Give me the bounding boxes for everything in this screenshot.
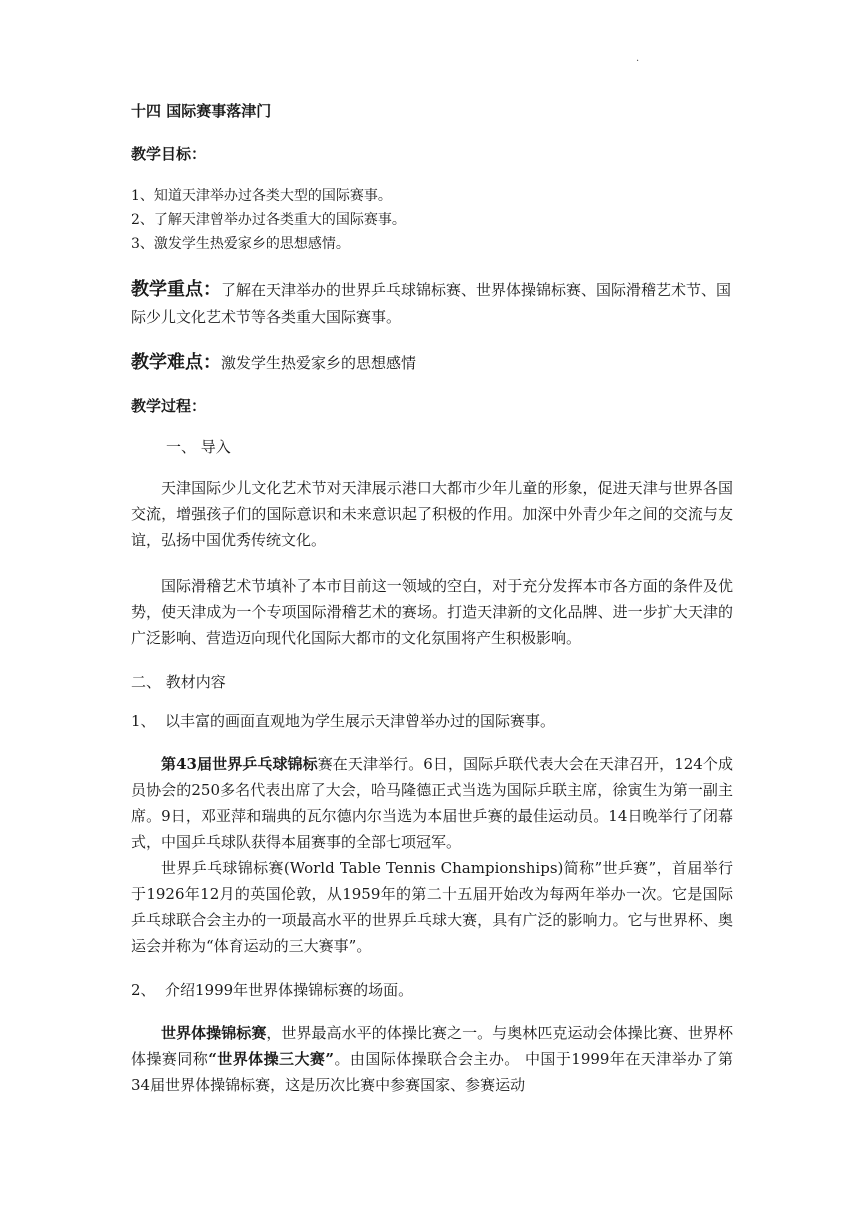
gymnastics-text: ，世界最高水平的体操比赛之一。与奥林匹克运动会体操比赛、世界杯体操赛同称	[131, 1024, 733, 1068]
table-tennis-paragraph	[131, 751, 733, 855]
table-tennis-bold: 第43届世界乒乓球锦标	[161, 755, 318, 773]
document-page	[131, 100, 733, 1118]
section-intro-heading: 一、 导入	[166, 438, 231, 456]
section-content-heading: 二、 教材内容	[131, 673, 226, 691]
content-item	[131, 710, 733, 731]
content-item-number: 1、	[131, 712, 156, 730]
gymnastics-text: 。由国际体操联合会主办。 中国于1999年在天津举办了第34届世界体操锦标赛，这是历次比赛中参赛国家、参赛运动	[131, 1050, 733, 1094]
header-dot: ·	[636, 56, 640, 67]
difficulty-text: 激发学生热爱家乡的思想感情	[221, 354, 417, 372]
content-item-text: 介绍1999年世界体操锦标赛的场面。	[165, 981, 414, 999]
table-tennis-text: 赛在天津举行。6日，国际乒联代表大会在天津召开，124个成员协会的250多名代表出席了大会，哈马隆德正式当选为国际乒联主席，徐寅生为第一副主席。9日，邓亚萍和瑞典的瓦尔德内尔当选为本届世乒赛的最佳运动员。14日晚举行了闭幕式，中国乒乓球队获得本届赛事的全部七项冠军。	[131, 755, 734, 851]
content-item	[131, 979, 733, 1000]
objective-item: 2、了解天津曾举办过各类重大的国际赛事。	[131, 212, 406, 228]
key-point-text: 了解在天津举办的世界乒乓球锦标赛、世界体操锦标赛、国际滑稽艺术节、国际少儿文化艺术节等各类重大国际赛事。	[131, 281, 732, 326]
difficulty-label: 教学难点：	[131, 352, 221, 373]
intro-paragraph: 国际滑稽艺术节填补了本市目前这一领域的空白，对于充分发挥本市各方面的条件及优势，使天津成为一个专项国际滑稽艺术的赛场。打造天津新的文化品牌、进一步扩大天津的广泛影响、营造迈向现代化国际大都市的文化氛围将产生积极影响。	[131, 577, 733, 647]
gymnastics-bold: “世界体操三大赛”	[208, 1050, 335, 1068]
gymnastics-bold: 世界体操锦标赛	[161, 1024, 267, 1042]
key-point-label: 教学重点：	[131, 279, 221, 300]
gymnastics-paragraph	[131, 1020, 733, 1098]
difficulty	[131, 349, 733, 377]
content-item-text: 以丰富的画面直观地为学生展示天津曾举办过的国际赛事。	[165, 712, 556, 730]
objective-item: 3、激发学生热爱家乡的思想感情。	[131, 236, 350, 252]
objectives-list	[131, 184, 733, 256]
table-tennis-paragraph: 世界乒乓球锦标赛(World Table Tennis Championships)简称”世乒赛”，首届举行于1926年12月的英国伦敦，从1959年的第二十五届开始改为每两年举办一次。它是国际乒乓球联合会主办的一项最高水平的世界乒乓球大赛，具有广泛的影响力。它与世界杯、奥运会并称为“体育运动的三大赛事”。	[131, 859, 733, 955]
objective-item: 1、知道天津举办过各类大型的国际赛事。	[131, 188, 392, 204]
key-point	[131, 276, 733, 331]
intro-paragraph: 天津国际少儿文化艺术节对天津展示港口大都市少年儿童的形象，促进天津与世界各国交流，增强孩子们的国际意识和未来意识起了积极的作用。加深中外青少年之间的交流与友谊，弘扬中国优秀传统文化。	[131, 479, 733, 549]
process-heading: 教学过程：	[131, 397, 207, 415]
objectives-heading: 教学目标：	[131, 145, 207, 163]
page-title: 十四 国际赛事落津门	[131, 102, 272, 120]
content-item-number: 2、	[131, 981, 156, 999]
